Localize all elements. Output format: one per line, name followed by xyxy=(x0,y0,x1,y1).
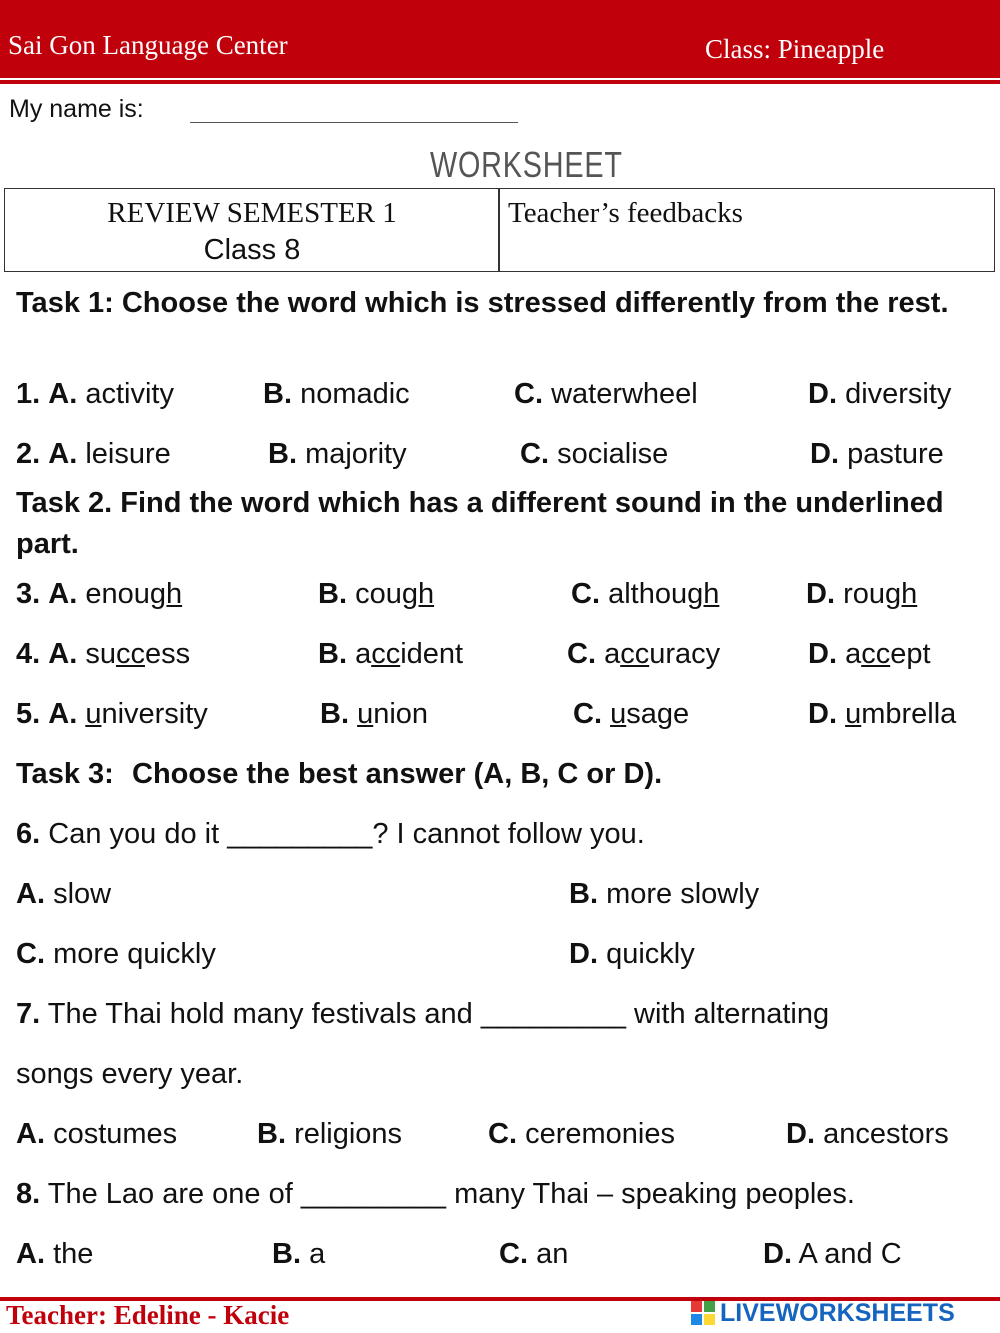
q3-b-letter: B. xyxy=(318,578,347,610)
q3-c-letter: C. xyxy=(571,578,600,610)
q2-c-text: socialise xyxy=(557,438,669,470)
question-8 xyxy=(16,1178,855,1211)
q5-c-letter: C. xyxy=(573,698,602,730)
name-input-line[interactable] xyxy=(190,122,518,123)
q2-c-letter: C. xyxy=(520,438,549,470)
q7-a-text: costumes xyxy=(53,1118,178,1150)
q6-options-row1 xyxy=(0,878,1000,914)
q8-d-letter: D. xyxy=(763,1238,792,1270)
task3-title: Choose the best answer (A, B, C or D). xyxy=(132,758,663,790)
q3-d-letter: D. xyxy=(806,578,835,610)
q6-text: Can you do it _________? I cannot follow you. xyxy=(48,818,645,850)
q3-b-underlined: gh xyxy=(401,578,435,610)
q6-a-text: slow xyxy=(53,878,112,910)
q8-a-text: the xyxy=(53,1238,94,1270)
q5-d-letter: D. xyxy=(808,698,837,730)
worksheet-title: WORKSHEET xyxy=(430,144,623,185)
q4-number: 4. xyxy=(16,638,41,670)
q4-a-pre: su xyxy=(85,638,116,670)
review-title: REVIEW SEMESTER 1 xyxy=(107,197,397,229)
question-1 xyxy=(0,378,1000,414)
q6-d-letter: D. xyxy=(569,938,598,970)
q6-b-letter: B. xyxy=(569,878,598,910)
review-box xyxy=(4,188,500,272)
q4-a-underlined: cc xyxy=(115,638,145,670)
q2-number: 2. xyxy=(16,438,41,470)
q7-c-letter: C. xyxy=(488,1118,517,1150)
q6-options-row2 xyxy=(0,938,1000,974)
q1-a-letter: A. xyxy=(48,378,78,410)
q2-b-text: majority xyxy=(305,438,407,470)
q5-a-underlined: u xyxy=(85,698,102,730)
header-bar xyxy=(0,0,1000,78)
q5-d-post: mbrella xyxy=(861,698,957,730)
liveworksheets-logo-icon xyxy=(690,1300,716,1326)
task3-label: Task 3: xyxy=(16,758,114,790)
q8-text: The Lao are one of _________ many Thai – speaking peoples. xyxy=(47,1178,855,1210)
q8-options xyxy=(0,1238,1000,1274)
liveworksheets-logo[interactable] xyxy=(690,1298,990,1328)
q5-a-letter: A. xyxy=(48,698,78,730)
q6-a-letter: A. xyxy=(16,878,45,910)
q2-a-letter: A. xyxy=(48,438,78,470)
q3-number: 3. xyxy=(16,578,41,610)
q7-c-text: ceremonies xyxy=(525,1118,675,1150)
q5-d-underlined: u xyxy=(845,698,862,730)
question-4 xyxy=(0,638,1000,674)
q7-d-letter: D. xyxy=(786,1118,815,1150)
q6-b-text: more slowly xyxy=(606,878,760,910)
q2-b-letter: B. xyxy=(268,438,297,470)
task2-title: Task 2. Find the word which has a different sound in the underlined part. xyxy=(16,487,944,560)
q5-b-letter: B. xyxy=(320,698,349,730)
q4-b-post: ident xyxy=(400,638,464,670)
q3-b-pre: cou xyxy=(355,578,402,610)
q5-c-post: sage xyxy=(626,698,690,730)
question-7-continued: songs every year. xyxy=(16,1058,244,1090)
q2-d-text: pasture xyxy=(847,438,944,470)
q8-d-text: A and C xyxy=(798,1238,902,1270)
class-name: Class: Pineapple xyxy=(705,34,885,64)
q7-b-letter: B. xyxy=(257,1118,286,1150)
q6-c-text: more quickly xyxy=(53,938,216,970)
q8-c-text: an xyxy=(536,1238,569,1270)
q5-a-post: niversity xyxy=(101,698,208,730)
q7-a-letter: A. xyxy=(16,1118,45,1150)
q3-c-underlined: gh xyxy=(687,578,720,610)
teacher-name: Teacher: Edeline - Kacie xyxy=(6,1300,290,1330)
liveworksheets-logo-text: LIVEWORKSHEETS xyxy=(720,1299,955,1327)
q4-c-post: uracy xyxy=(649,638,721,670)
q1-b-letter: B. xyxy=(263,378,292,410)
task3-heading xyxy=(0,758,1000,794)
center-name: Sai Gon Language Center xyxy=(8,30,288,60)
q7-b-text: religions xyxy=(294,1118,403,1150)
question-7 xyxy=(16,998,829,1031)
feedback-box xyxy=(498,188,995,272)
q1-a-text: activity xyxy=(85,378,174,410)
q3-c-pre: althou xyxy=(608,578,688,610)
q4-a-letter: A. xyxy=(48,638,78,670)
q5-b-underlined: u xyxy=(357,698,374,730)
q4-a-post: ess xyxy=(144,638,191,670)
q4-d-letter: D. xyxy=(808,638,837,670)
q3-a-underlined: gh xyxy=(149,578,183,610)
q8-b-text: a xyxy=(309,1238,326,1270)
question-5 xyxy=(0,698,1000,734)
question-3 xyxy=(0,578,1000,614)
q7-number: 7. xyxy=(16,998,41,1030)
q5-number: 5. xyxy=(16,698,41,730)
q4-c-letter: C. xyxy=(567,638,596,670)
q1-c-letter: C. xyxy=(514,378,543,410)
q1-c-text: waterwheel xyxy=(551,378,698,410)
feedback-label: Teacher’s feedbacks xyxy=(508,197,743,229)
q3-d-underlined: gh xyxy=(884,578,918,610)
q8-number: 8. xyxy=(16,1178,41,1210)
q2-a-text: leisure xyxy=(85,438,171,470)
q7-text: The Thai hold many festivals and _________ with alternating xyxy=(47,998,830,1030)
q6-number: 6. xyxy=(16,818,41,850)
q1-b-text: nomadic xyxy=(300,378,410,410)
q1-number: 1. xyxy=(16,378,41,410)
q4-c-pre: a xyxy=(604,638,621,670)
q4-b-letter: B. xyxy=(318,638,347,670)
q6-c-letter: C. xyxy=(16,938,45,970)
q8-c-letter: C. xyxy=(499,1238,528,1270)
header-divider xyxy=(0,80,1000,84)
q1-d-text: diversity xyxy=(845,378,952,410)
q4-b-underlined: cc xyxy=(371,638,401,670)
q8-b-letter: B. xyxy=(272,1238,301,1270)
q3-a-letter: A. xyxy=(48,578,78,610)
q3-a-pre: enou xyxy=(85,578,150,610)
q4-b-pre: a xyxy=(355,638,372,670)
q4-d-underlined: cc xyxy=(861,638,891,670)
name-label: My name is: xyxy=(9,95,144,123)
q8-a-letter: A. xyxy=(16,1238,45,1270)
q7-d-text: ancestors xyxy=(823,1118,949,1150)
q7-options xyxy=(0,1118,1000,1154)
q5-b-post: nion xyxy=(373,698,429,730)
q4-d-post: ept xyxy=(890,638,931,670)
task1-title: Task 1: Choose the word which is stressed differently from the rest. xyxy=(16,287,949,319)
q3-d-pre: rou xyxy=(843,578,885,610)
q1-d-letter: D. xyxy=(808,378,837,410)
q2-d-letter: D. xyxy=(810,438,839,470)
q4-d-pre: a xyxy=(845,638,862,670)
q5-c-underlined: u xyxy=(610,698,627,730)
question-2 xyxy=(0,438,1000,474)
class-level: Class 8 xyxy=(203,234,301,266)
q6-d-text: quickly xyxy=(606,938,695,970)
question-6 xyxy=(16,818,645,851)
q4-c-underlined: cc xyxy=(620,638,650,670)
